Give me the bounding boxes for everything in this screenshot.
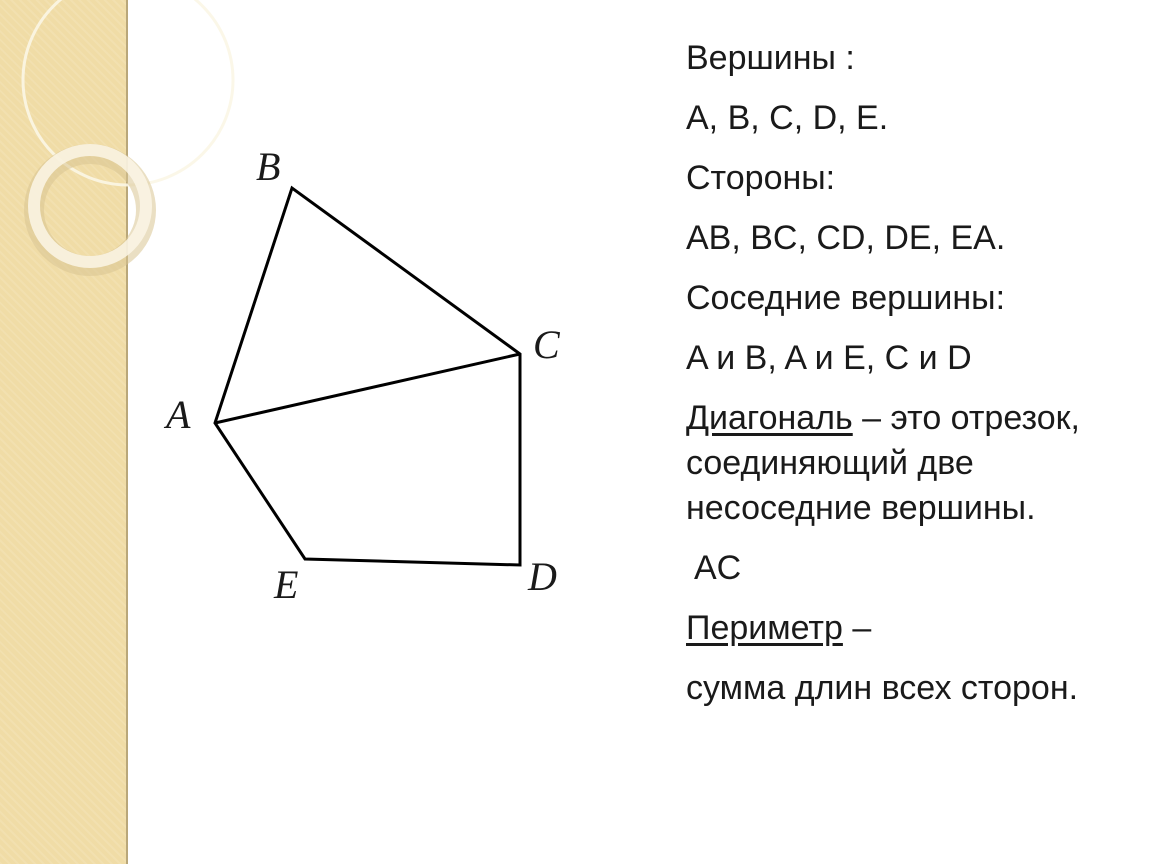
adjacent-vertices-heading: Соседние вершины:: [686, 279, 1006, 317]
diagonal-definition-text: – это отрезок, соединяющий две несоседние вершины.: [686, 399, 1080, 527]
perimeter-heading: [686, 606, 1126, 651]
vertex-label-a: A: [166, 392, 191, 437]
adjacent-vertices-list: A и B, A и E, C и D: [686, 339, 972, 377]
diagonal-definition: [686, 396, 1116, 531]
vertex-label-b: B: [256, 144, 281, 189]
perimeter-term: Периметр: [686, 609, 843, 647]
vertex-label-d: D: [528, 554, 557, 599]
vertices-list: A, B, C, D, E.: [686, 99, 889, 137]
definitions-panel: [686, 36, 1126, 726]
diagonal-term: Диагональ: [686, 399, 853, 437]
pentagon-abcde: [215, 188, 520, 565]
vertex-label-e: E: [274, 562, 299, 607]
sides-list: AB, BC, CD, DE, EA.: [686, 219, 1006, 257]
perimeter-dash: –: [842, 609, 872, 647]
perimeter-definition: сумма длин всех сторон.: [686, 669, 1079, 707]
vertices-heading: Вершины :: [686, 39, 855, 77]
diagonal-ac: [215, 354, 520, 423]
sides-heading: Стороны:: [686, 159, 836, 197]
diagonal-example: AC: [694, 549, 742, 587]
vertex-label-c: C: [533, 322, 560, 367]
